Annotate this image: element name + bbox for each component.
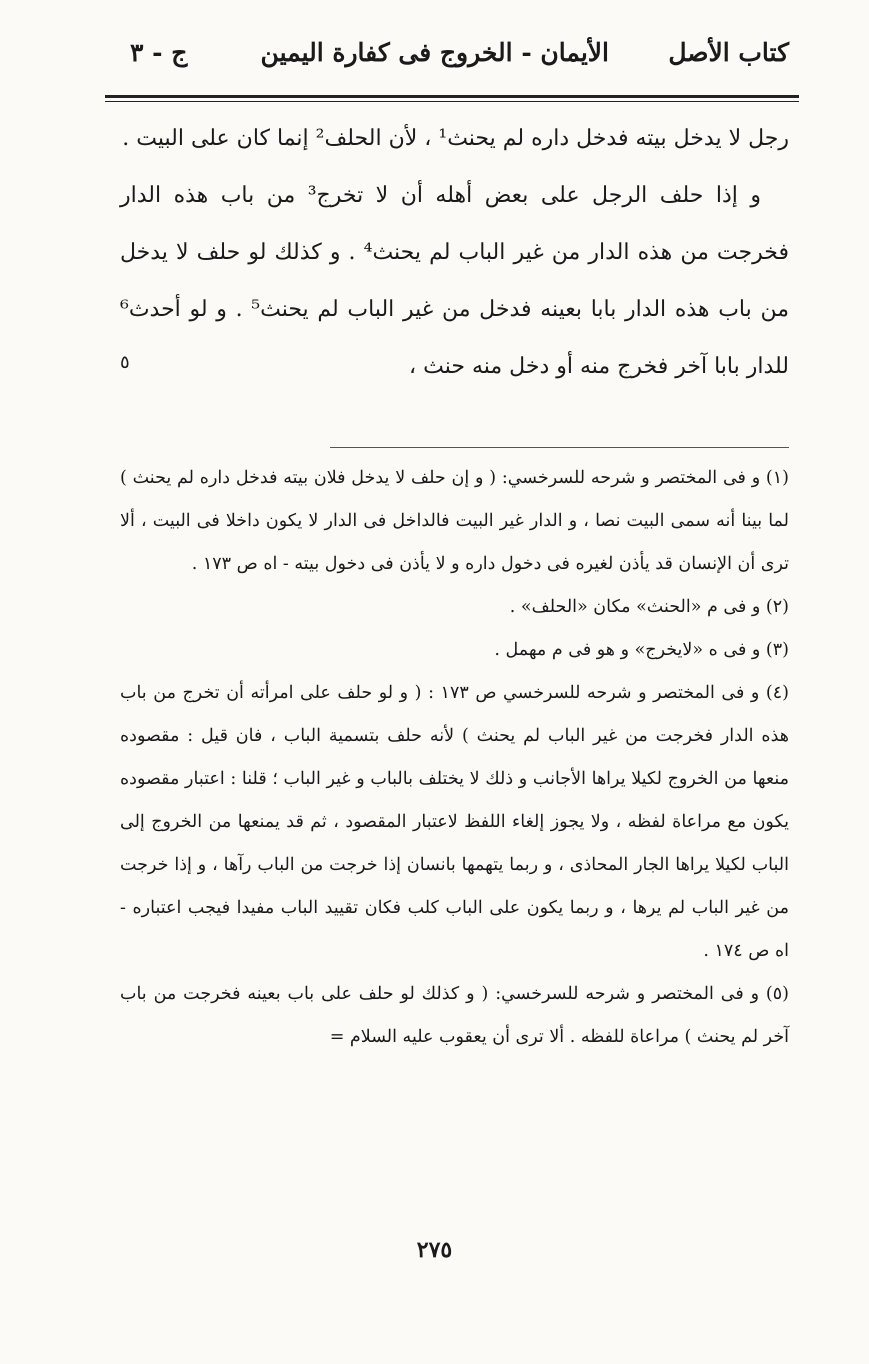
footnote: (١) و فى المختصر و شرحه للسرخسي: ( و إن حلف لا يدخل فلان بيته فدخل داره لم يحنث ) لما بينا أنه سمى البيت نصا ، و الدار غير البيت فالداخل فى الدار لا يكون داخلا فى البيت ، ألا ترى أن الإنسان قد يأذن لغيره فى دخول داره و لا يأذن فى دخول بيته - اه ص ١٧٣ . (120, 468, 789, 574)
main-paragraph: و إذا حلف الرجل على بعض أهله أن لا تخرج³ من باب هذه الدار فخرجت من هذه الدار من غير الباب لم يحنث⁴ . و كذلك لو حلف لا يدخل من باب هذه الدار بابا بعينه فدخل من غير الباب لم يحنث⁵ . و لو أحدث⁶ للدار بابا آخر فخرج منه أو دخل منه حنث ، (120, 183, 789, 379)
line-number-marker: ٥ (120, 352, 130, 373)
footnote: (٢) و فى م «الحنث» مكان «الحلف» . (509, 597, 789, 617)
footnote: (٤) و فى المختصر و شرحه للسرخسي ص ١٧٣ : ( و لو حلف على امرأته أن تخرج من باب هذه الدار فخرجت من غير الباب لم يحنث ) لأنه حلف بتسمية الباب ، فان قيل : مقصوده منعها من الخروج لكيلا يراها الأجانب و ذلك لا يختلف بالباب و غير الباب ؛ قلنا : اعتبار مقصوده يكون مع مراعاة لفظه ، ولا يجوز إلغاء اللفظ لاعتبار المقصود ، ثم قد يمنعها من الخروج إلى الباب لكيلا يراها الجار المحاذى ، و ربما يتهمها بانسان إذا خرجت من الباب رآها ، و إذا خرجت من غير الباب لم يرها ، و ربما يكون على الباب كلب فكان تقييد الباب مفيدا فيجب اعتباره - اه ص ١٧٤ . (120, 683, 789, 961)
main-text (120, 110, 789, 395)
footnote: (٥) و فى المختصر و شرحه للسرخسي: ( و كذلك لو حلف على باب بعينه فخرجت من باب آخر لم يحنث ) مراعاة للفظه . ألا ترى أن يعقوب عليه السلام = (120, 984, 789, 1047)
running-header (120, 38, 789, 88)
page-number: ٢٧٥ (416, 1237, 453, 1263)
main-paragraph: رجل لا يدخل بيته فدخل داره لم يحنث¹ ، لأن الحلف² إنما كان على البيت . (122, 126, 789, 151)
footnotes (120, 457, 789, 1059)
header-rule-thick (105, 95, 799, 98)
footnote: (٣) و فى ه «لايخرج» و هو فى م مهمل . (494, 640, 789, 660)
chapter-title: الأيمان - الخروج فى كفارة اليمين (260, 38, 609, 67)
book-title: كتاب الأصل (668, 38, 789, 67)
header-rule-thin (105, 101, 799, 102)
volume-label: ج - ٣ (130, 38, 188, 67)
footnote-divider (330, 447, 789, 448)
